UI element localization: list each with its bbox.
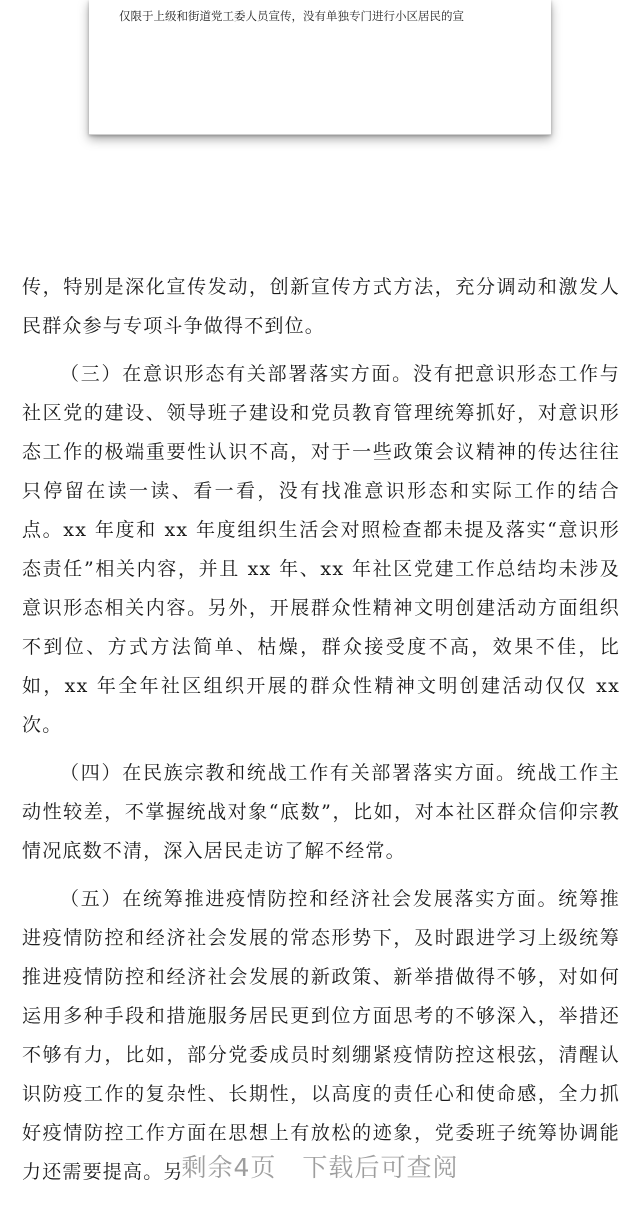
document-body: [22, 268, 620, 1192]
paragraph-section-4: （四）在民族宗教和统战工作有关部署落实方面。统战工作主动性较差，不掌握统战对象“底数”，比如，对本社区群众信仰宗教情况底数不清，深入居民走访了解不经常。: [22, 762, 620, 862]
paragraph-section-5: （五）在统筹推进疫情防控和经济社会发展落实方面。统筹推进疫情防控和经济社会发展的常态形势下，及时跟进学习上级统筹推进疫情防控和经济社会发展的新政策、新举措做得不够，对如何运用多种手段和措施服务居民更到位方面思考的不够深入，举措还不够有力，比如，部分党委成员时刻绷紧疫情防控这根弦，清醒认识防疫工作的复杂性、长期性，以高度的责任心和使命感，全力抓好疫情防控工作方面在思想上有放松的迹象，党委班子统筹协调能力还需要提高。另: [22, 888, 620, 1183]
paragraph-continuation: 传，特别是深化宣传发动，创新宣传方式方法，充分调动和激发人民群众参与专项斗争做得不到位。: [22, 276, 620, 337]
previous-page-text: 仅限于上级和街道党工委人员宣传，没有单独专门进行小区居民的宣: [119, 9, 464, 23]
previous-page-preview: [89, 0, 551, 135]
remaining-pages-notice[interactable]: 剩余4页 下载后可查阅: [181, 1153, 459, 1182]
paragraph-section-3: （三）在意识形态有关部署落实方面。没有把意识形态工作与社区党的建设、领导班子建设和党员教育管理统筹抓好，对意识形态工作的极端重要性认识不高，对于一些政策会议精神的传达往往只停留在读一读、看一看，没有找准意识形态和实际工作的结合点。xx 年度和 xx 年度组织生活会对照检查都未提及落实“意识形态责任”相关内容，并且 xx 年、xx 年社区党建工作总结均未涉及意识形态相关内容。另外，开展群众性精神文明创建活动方面组织不到位、方式方法简单、枯燥，群众接受度不高，效果不佳，比如，xx 年全年社区组织开展的群众性精神文明创建活动仅仅 xx 次。: [22, 363, 620, 736]
